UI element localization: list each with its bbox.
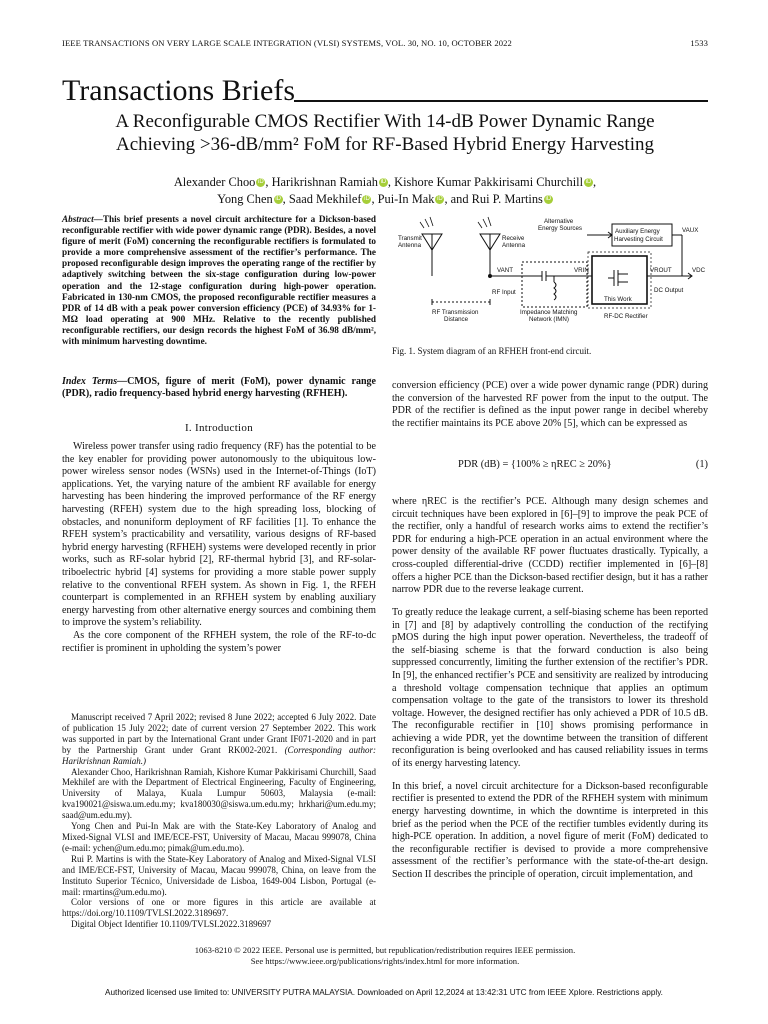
title-line-2: Achieving >36-dB/mm² FoM for RF-Based Hybrid Energy Harvesting [116, 134, 654, 155]
right-column-body-top [392, 380, 708, 430]
footnotes [62, 712, 376, 930]
orcid-icon[interactable]: iD [275, 196, 281, 202]
label-rf-distance: RF Transmission [432, 309, 479, 316]
title-line-1: A Reconfigurable CMOS Rectifier With 14-dB Power Dynamic Range [115, 111, 655, 132]
label-imn: Impedance Matching [520, 309, 578, 316]
equation-number: (1) [695, 459, 708, 470]
orcid-icon[interactable]: iD [380, 179, 387, 185]
right-column-body [392, 486, 708, 892]
label-this-work: This Work [604, 296, 632, 303]
index-terms [62, 376, 376, 401]
paper-title [62, 110, 708, 156]
index-terms-text: CMOS, figure of merit (FoM), power dynamic range (PDR), radio frequency-based hybrid energy harvesting (RFHEH). [62, 376, 376, 400]
running-header [62, 38, 708, 48]
label-vaux: VAUX [682, 227, 699, 234]
author-list: Alexander Choo iD , Harikrishnan Ramiah iD , Kishore Kumar Pakkirisami Churchill iD , Yong Chen iD , Saad Mekhilef iD , Pui-In Mak iD , and Rui P. Martins iD [173, 175, 597, 206]
label-transmit-antenna: Transmit [398, 235, 422, 242]
paragraph: Wireless power transfer using radio frequency (RF) has the potential to be the key enabler for providing power autonomously to the ubiquitous low-power wireless sensor nodes (WSNs) used in the Internet-of-Things (IoT) applications. Yet, the varying nature of the ambient RF available for energy harvesting has been hindering the improved performance of the RF energy harvesting (RFEH) system due to the high spreading loss, blocking of obstacles, and nonuniform deployment of RF facilities [1]. To enhance the RFEH system’s practicability and versatility, various designs of RF-based hybrid energy harvesting (RFHEH) systems were developed recently in prior works, such as RF-solar hybrid [2], RF-thermal hybrid [3], and RF-solar-triboelectric hybrid [4] systems for providing a more stable power supply relative to the conventional RFEH system. As shown in Fig. 1, the RFEH counterpart is complemented in an RFHEH system by enabling auxiliary energy harvesting from other alternative energy sources and combining them to improve the system’s reliability. [62, 441, 376, 629]
orcid-icon[interactable]: iD [545, 196, 552, 202]
signal-waves-icon [420, 217, 433, 228]
abstract-label: Abstract— [62, 214, 103, 224]
paragraph: To greatly reduce the leakage current, a self-biasing scheme has been reported in [7] and [8] by adaptively controlling the conduction of the rectifying pMOS during the high input power operation. Nevertheless, the tradeoff of the self-biasing scheme is that the forward conduction is also being suppressed concurrently, limiting the further extension of the rectifier’s PDR. In [9], the enhanced rectifier’s PCE and sensitivity are realized by introducing a threshold voltage compensation technique that applies an optimum compensation voltage to the gate of the transistors to lower its threshold voltage. However, the designed rectifier has only achieved a PDR of 10.5 dB. The reconfigurable rectifier in [10] shows promising performance in achieving a wide PDR, yet the downtime between the transition of different reconfiguration is being overlooked and has caused reliability issues in terms of its energy harvesting latency. [392, 606, 708, 770]
equation-expression: PDR (dB) = {100% ≥ ηREC ≥ 20%} [458, 459, 612, 470]
footnote-affiliation: Rui P. Martins is with the State-Key Laboratory of Analog and Mixed-Signal VLSI and IME/ECE-FST, University of Macau, Macau 999078, China, on leave from the Instituto Superior Técnico, Universidade de Lisboa, 1649-004 Lisbon, Portugal (e-mail: rmartins@um.edu.mo). [62, 853, 376, 897]
system-diagram-svg [392, 214, 708, 334]
label-vdc: VDC [692, 267, 706, 274]
author-name: , Harikrishnan Ramiah [265, 175, 378, 189]
copyright-line: See https://www.ieee.org/publications/rights/index.html for more information. [250, 956, 520, 966]
author-name: Yong Chen [217, 192, 273, 206]
footnote-affiliation: Yong Chen and Pui-In Mak are with the State-Key Laboratory of Analog and Mixed-Signal VLSI and IME/ECE-FST, University of Macau, Macau 999078, China (e-mail: ychen@um.edu.mo; pimak@um.edu.mo). [62, 821, 376, 853]
label-transmit-antenna: Antenna [398, 242, 422, 249]
label-alt-sources: Alternative [544, 218, 574, 225]
footnote-corresponding: (Corresponding author: Harikrishnan Ramiah.) [62, 744, 376, 766]
capacitor-icon [542, 271, 546, 281]
copyright-notice [62, 945, 708, 967]
label-vrin: VRIN [574, 267, 589, 274]
license-footer: Authorized licensed use limited to: UNIVERSITY PUTRA MALAYSIA. Downloaded on April 12,2024 at 13:42:31 UTC from IEEE Xplore. Restrictions apply. [105, 988, 663, 997]
label-rf-input: RF Input [492, 289, 516, 296]
author-name: Alexander Choo [173, 175, 256, 189]
label-aux-circuit: Auxiliary Energy [615, 228, 660, 235]
page-number: 1533 [690, 38, 708, 48]
figure-caption: Fig. 1. System diagram of an RFHEH front-end circuit. [392, 346, 592, 356]
author-name: , Kishore Kumar Pakkirisami Churchill [387, 175, 584, 189]
abstract [62, 214, 376, 347]
author-name: , Pui-In Mak [371, 192, 435, 206]
paragraph: In this brief, a novel circuit architecture for a Dickson-based reconfigurable rectifier is presented to extend the PDR of the RFHEH system with minimum energy harvesting downtime, in which the downtime is interpreted in this brief as the period when the PCE of the rectifier tumbles evidently during its high-PCE operation. In addition, a novel figure of merit (FoM) dedicated to the reconfigurable rectifier is devised to provide a more comprehensive assessment of the rectifier’s performance with the state-of-the-art design. Section II describes the principle of operation, circuit implementation, and [392, 780, 708, 880]
label-rf-distance: Distance [444, 316, 469, 323]
section-banner [62, 76, 708, 106]
inductor-icon [554, 282, 556, 300]
section-banner-title: Transactions Briefs [62, 74, 296, 107]
orcid-icon[interactable]: iD [437, 196, 443, 202]
label-aux-circuit: Harvesting Circuit [614, 236, 663, 243]
label-vant: VANT [497, 267, 514, 274]
transistor-icon [608, 270, 628, 286]
signal-waves-icon [478, 217, 491, 228]
banner-rule [294, 100, 708, 102]
footnote-doi: Digital Object Identifier 10.1109/TVLSI.2022.3189697 [71, 919, 272, 930]
figure-1-system-diagram [392, 214, 708, 334]
author-name: , and Rui P. Martins [444, 192, 543, 206]
orcid-icon[interactable]: iD [364, 196, 370, 202]
author-name: , Saad Mekhilef [282, 192, 362, 206]
orcid-icon[interactable]: iD [258, 179, 264, 185]
paragraph: where ηREC is the rectifier’s PCE. Although many design schemes and circuit techniques have been explored in [6]–[9] to improve the peak PCE of the rectifier, only a handful of research works aims to extend the rectifier’s PDR for enduring a high-PCE operation in an actual environment where the power density of the available RF power fluctuates drastically. Typically, a cross-coupled differential-drive (CCDD) rectifier implemented in [6]–[8] offers a higher PCE than the Dickson-based rectifier design, but it has a rather narrow PDR due to the reverse leakage current. [392, 496, 708, 596]
label-dc-output: DC Output [654, 287, 684, 294]
section-heading-introduction: I. Introduction [184, 422, 254, 434]
orcid-icon[interactable]: iD [585, 179, 592, 185]
label-receive-antenna: Receive [502, 235, 525, 242]
label-alt-sources: Energy Sources [538, 225, 583, 232]
label-vrout: VROUT [650, 267, 672, 274]
abstract-text: This brief presents a novel circuit architecture for a Dickson-based reconfigurable rectifier with wide power dynamic range (PDR). Besides, a novel figure of merit (FoM) concerning the reconfigurable rectifiers is formulated to provide a more comprehensive assessment of the rectifier’s performance. The proposed reconfigurable design improves the operating range of the rectifier by adaptively switching between the six-stage configuration during low-power operation and the 12-stage configuration during high-power operation. Fabricated in 130-nm CMOS, the proposed reconfigurable rectifier measures a PDR of 14 dB with a peak power conversion efficiency (PCE) of 34.93% for 1-MΩ load operating at 900 MHz. Relative to the recently published reconfigurable rectifiers, our design records the highest FoM of 36.98 dB/mm², with minimum harvesting downtime. [62, 214, 376, 347]
journal-name: IEEE TRANSACTIONS ON VERY LARGE SCALE INTEGRATION (VLSI) SYSTEMS, VOL. 30, NO. 10, OCTOBER 2022 [62, 38, 512, 48]
footnote-manuscript: Manuscript received 7 April 2022; revised 8 June 2022; accepted 6 July 2022. Date of publication 15 July 2022; date of current version 27 September 2022. This work was supported in part by the International Grant under Grant IF071-2020 and in part by the Partnership Grant under Grant RK002-2021. [62, 712, 376, 755]
label-rfdc: RF-DC Rectifier [604, 313, 648, 320]
paragraph: conversion efficiency (PCE) over a wide power dynamic range (PDR) during the conversion of the harvested RF power from the input to the output. The PDR of the rectifier is defined as the input power range in decibel whereby the rectifier maintains its PCE above 20% [5], which can be expressed as [392, 380, 708, 429]
index-terms-label: Index Terms— [62, 376, 128, 387]
label-imn: Network (IMN) [529, 316, 569, 323]
label-receive-antenna: Antenna [502, 242, 526, 249]
footnote-affiliation: Alexander Choo, Harikrishnan Ramiah, Kishore Kumar Pakkirisami Churchill, Saad Mekhilef are with the Department of Electrical Engineering, Faculty of Engineering, University of Malaya, Kuala Lumpur 50603, Malaysia (e-mail: kva190021@siswa.um.edu.my; kva180030@siswa.um.edu.my; hrkhari@um.edu.my; saad@um.edu.my). [62, 766, 376, 821]
footnote-color: Color versions of one or more figures in this article are available at https://doi.org/10.1109/TVLSI.2022.3189697. [62, 897, 376, 919]
copyright-line: 1063-8210 © 2022 IEEE. Personal use is permitted, but republication/redistribution requires IEEE permission. [194, 945, 576, 955]
paragraph: As the core component of the RFHEH system, the role of the RF-to-dc rectifier is prominent in upholding the system’s power [62, 629, 376, 654]
introduction-body [62, 441, 376, 655]
